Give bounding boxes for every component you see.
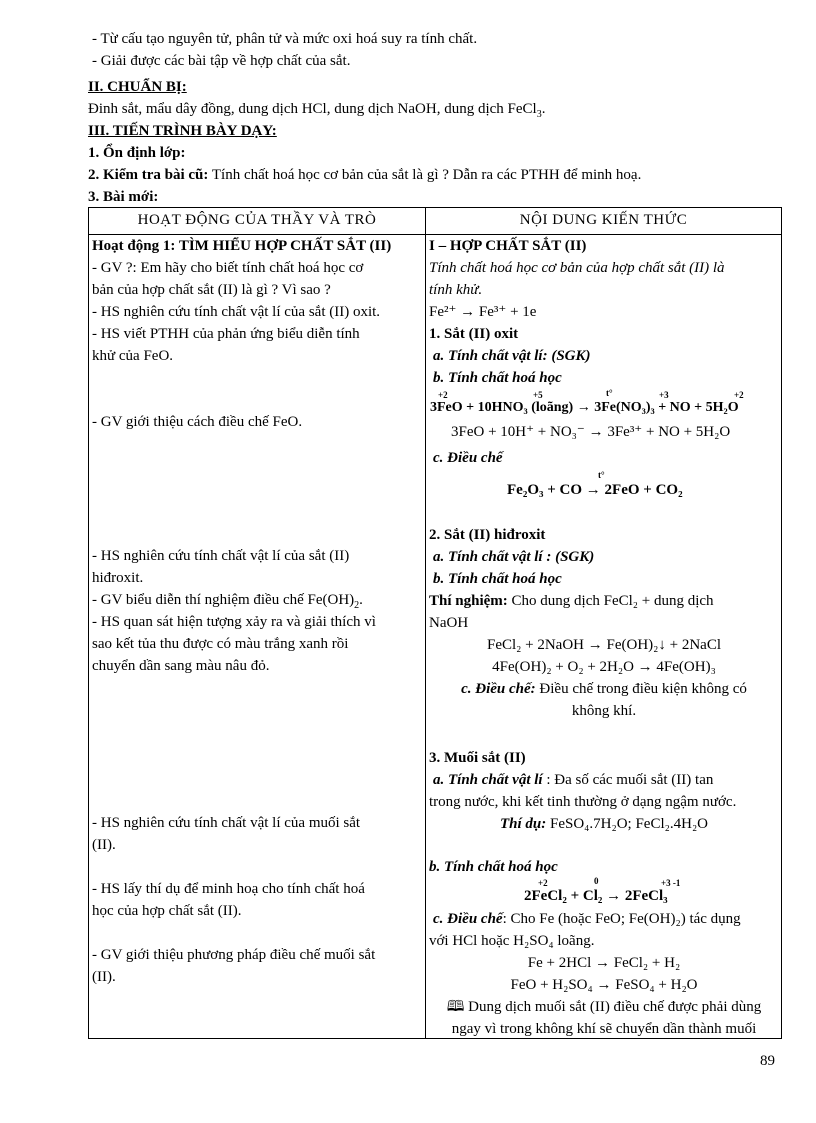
page-number: 89 [760, 1053, 775, 1069]
left-line: - HS nghiên cứu tính chất vật lí của sắt (II) oxit. [92, 304, 381, 320]
temperature-mark: t° [598, 470, 605, 480]
note-line-cont: ngay vì trong không khí sẽ chuyển dần thành muối [451, 1021, 757, 1037]
left-line: (II). [92, 969, 116, 985]
section-title-procedure: III. TIẾN TRÌNH BÀY DẠY: [88, 123, 277, 139]
oxidation-number: +2 [538, 878, 548, 888]
physical-properties-salt-cont: trong nước, khi kết tinh thường ở dạng ngậm nước. [429, 794, 737, 810]
temperature-mark: t° [606, 388, 613, 398]
step-2: 2. Kiểm tra bài cũ: Tính chất hoá học cơ bản của sắt là gì ? Dẫn ra các PTHH để minh hoạ. [88, 167, 642, 183]
left-line: - HS nghiên cứu tính chất vật lí của sắt (II) [92, 548, 350, 564]
oxidation-number: 0 [594, 876, 599, 886]
right-block-salt-prep [429, 908, 779, 1040]
equation-2: 3FeO + 10H⁺ + NO₃⁻ → 3Fe³⁺ + NO + 5H₂O [451, 424, 731, 440]
header-content: NỘI DUNG KIẾN THỨC [519, 212, 688, 228]
left-line: - GV giới thiệu cách điều chế FeO. [92, 414, 303, 430]
preparation-text: Đinh sắt, mẩu dây đồng, dung dịch HCl, dung dịch NaOH, dung dịch FeCl$_3$. [88, 101, 546, 120]
left-line: - HS lấy thí dụ để minh hoạ cho tính chất hoá [92, 881, 365, 897]
left-block-prep [92, 944, 422, 988]
half-equation: Fe²⁺ → Fe³⁺ + 1e [429, 304, 537, 320]
objective-item-1: - Từ cấu tạo nguyên tử, phân tử và mức oxi hoá suy ra tính chất. [92, 31, 478, 47]
example-line: Thí dụ: FeSO₄.7H₂O; FeCl₂.4H₂O [499, 816, 709, 832]
right-column-top [429, 235, 779, 389]
subsection-title-salt: 3. Muối sắt (II) [429, 750, 526, 766]
left-line: hiđroxit. [92, 570, 144, 586]
preparation-salt-cont: với HCl hoặc H₂SO₄ loãng. [429, 933, 595, 949]
experiment-line: Thí nghiệm: Cho dung dịch FeCl₂ + dung dịch [429, 593, 714, 609]
left-line: chuyển dần sang màu nâu đỏ. [92, 658, 270, 674]
equation-5: 4Fe(OH)₂ + O₂ + 2H₂O → 4Fe(OH)₃ [492, 659, 716, 675]
content-title: I – HỢP CHẤT SẮT (II) [429, 238, 587, 254]
oxidation-number: +5 [533, 390, 543, 400]
section-title-preparation: II. CHUẨN BỊ: [88, 79, 187, 95]
physical-properties-oxide: a. Tính chất vật lí: (SGK) [433, 348, 591, 364]
experiment-line: NaOH [429, 615, 469, 631]
equation-4: FeCl₂ + 2NaOH → Fe(OH)₂↓ + 2NaCl [486, 637, 722, 653]
equation-6: 2FeCl₂ + Cl₂ → 2FeCl₃ [524, 888, 668, 904]
left-line: - HS nghiên cứu tính chất vật lí của muối sắt [92, 815, 361, 831]
step-1: 1. Ổn định lớp: [88, 145, 186, 161]
left-line: (II). [92, 837, 116, 853]
header-activities: HOẠT ĐỘNG CỦA THẦY VÀ TRÒ [137, 212, 377, 228]
note-icon: 🕮 [446, 999, 465, 1015]
preparation-hydroxide: c. Điều chế: Điều chế trong điều kiện không có [461, 681, 747, 697]
left-line: - GV ?: Em hãy cho biết tính chất hoá học cơ [92, 260, 364, 276]
equation-7: Fe + 2HCl → FeCl₂ + H₂ [527, 955, 681, 971]
lesson-table [88, 207, 782, 1039]
equation-8: FeO + H₂SO₄ → FeSO₄ + H₂O [510, 977, 698, 993]
physical-properties-salt: a. Tính chất vật lí : Đa số các muối sắt (II) tan [433, 772, 714, 788]
left-block-salt [92, 812, 422, 856]
step-3: 3. Bài mới: [88, 189, 159, 205]
left-line: - GV biểu diễn thí nghiệm điều chế $Fe(OH)_2$. [92, 592, 363, 611]
activity-title: Hoạt động 1: TÌM HIỂU HỢP CHẤT SẮT (II) [92, 238, 392, 254]
left-line: - HS viết PTHH của phản ứng biểu diễn tính [92, 326, 360, 342]
chemical-properties-salt: b. Tính chất hoá học [429, 859, 558, 875]
left-line: - HS quan sát hiện tượng xảy ra và giải thích vì [92, 614, 376, 630]
left-line: bản của hợp chất sắt (II) là gì ? Vì sao ? [92, 282, 331, 298]
table-column-divider [425, 208, 426, 1038]
oxidation-number: +2 [734, 390, 744, 400]
intro-line: tính khử. [429, 282, 483, 298]
left-column [92, 235, 422, 367]
right-block-salt [429, 747, 779, 835]
intro-line: Tính chất hoá học cơ bản của hợp chất sắt (II) là [429, 260, 725, 276]
preparation-hydroxide-cont: không khí. [571, 703, 637, 719]
preparation-salt: c. Điều chế: Cho Fe (hoặc FeO; Fe(OH)₂) tác dụng [433, 911, 741, 927]
objective-item-2: - Giải được các bài tập về hợp chất của sắt. [92, 53, 351, 69]
left-line: - GV giới thiệu phương pháp điều chế muối sắt [92, 947, 376, 963]
left-line: sao kết tủa thu được có màu trắng xanh rồi [92, 636, 349, 652]
physical-properties-hydroxide: a. Tính chất vật lí : (SGK) [433, 549, 595, 565]
subsection-title-hydroxide: 2. Sắt (II) hiđroxit [429, 527, 546, 543]
note-line: 🕮 Dung dịch muối sắt (II) điều chế được phải dùng [446, 999, 762, 1015]
chemical-properties-hydroxide: b. Tính chất hoá học [433, 571, 562, 587]
oxidation-number: +2 [438, 390, 448, 400]
left-line: khử của FeO. [92, 348, 174, 364]
left-line: học của hợp chất sắt (II). [92, 903, 242, 919]
left-block-example [92, 878, 422, 922]
preparation-oxide: c. Điều chế [433, 450, 503, 466]
right-block-hydroxide [429, 524, 779, 722]
oxidation-number: +3 -1 [661, 878, 681, 888]
equation-1: 3FeO + 10HNO₃ (loãng) → 3Fe(NO₃)₃ + NO + 5H₂O [430, 400, 739, 415]
oxidation-number: +3 [659, 390, 669, 400]
equation-3: Fe₂O₃ + CO → 2FeO + CO₂ [507, 482, 683, 498]
chemical-properties-oxide: b. Tính chất hoá học [433, 370, 562, 386]
left-block-hydroxide [92, 545, 422, 677]
subsection-title-oxide: 1. Sắt (II) oxit [429, 326, 519, 342]
